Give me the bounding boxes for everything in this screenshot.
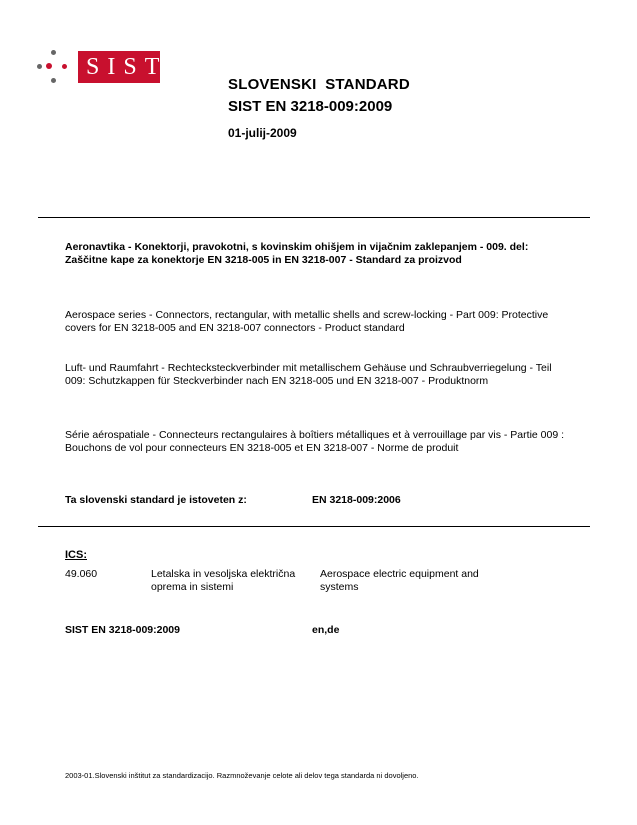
identical-label: Ta slovenski standard je istoveten z: xyxy=(65,494,247,506)
identical-value: EN 3218-009:2006 xyxy=(312,494,401,506)
sist-logo: SIST xyxy=(78,51,160,83)
footer-languages: en,de xyxy=(312,624,340,636)
copyright-notice: 2003-01.Slovenski inštitut za standardizacijo. Razmnoževanje celote ali delov tega standarda ni dovoljeno. xyxy=(65,771,419,780)
title-english: Aerospace series - Connectors, rectangular, with metallic shells and screw-locking - Part 009: Protective covers for EN 3218-005 and EN 3218-007 connectors - Product standard xyxy=(65,309,549,334)
bottom-divider xyxy=(38,526,590,527)
top-divider xyxy=(38,217,590,218)
publication-date: 01-julij-2009 xyxy=(228,126,297,140)
ics-label: ICS: xyxy=(65,549,87,561)
standard-code: SIST EN 3218-009:2009 xyxy=(228,98,393,115)
ics-description-sl: Letalska in vesoljska električna oprema in sistemi xyxy=(151,568,296,593)
document-type: SLOVENSKI STANDARD xyxy=(228,76,410,93)
title-french: Série aérospatiale - Connecteurs rectangulaires à boîtiers métalliques et à verrouillage par vis - Partie 009 : Bouchons de vol pour connecteurs EN 3218-005 et EN 3218-007 - Norme de produit xyxy=(65,429,565,454)
ics-description-en: Aerospace electric equipment and systems xyxy=(320,568,479,593)
ics-code: 49.060 xyxy=(65,568,98,580)
title-slovenian: Aeronavtika - Konektorji, pravokotni, s kovinskim ohišjem in vijačnim zaklepanjem - 009. del: Zaščitne kape za konektorje EN 3218-005 in EN 3218-007 - Standard za proizvod xyxy=(65,241,529,266)
footer-standard-code: SIST EN 3218-009:2009 xyxy=(65,624,180,636)
title-german: Luft- und Raumfahrt - Rechtecksteckverbinder mit metallischem Gehäuse und Schraubverriegelung - Teil 009: Schutzkappen für Steckverbinder nach EN 3218-005 und EN 3218-007 - Produktnorm xyxy=(65,362,552,387)
logo-dots-icon xyxy=(37,50,77,90)
